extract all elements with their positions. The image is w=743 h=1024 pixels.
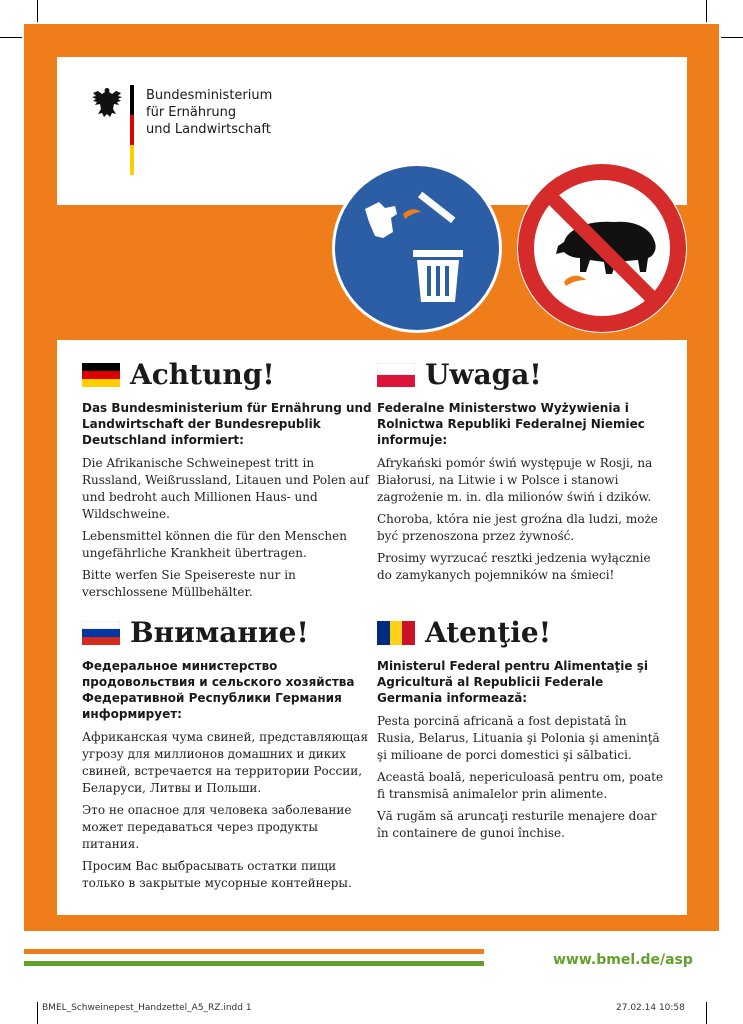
section-heading: Uwaga! <box>425 358 542 391</box>
footer-stripe-green <box>24 961 484 966</box>
romania-flag-icon <box>377 621 415 645</box>
section-paragraph: Bitte werfen Sie Speisereste nur in verschlossene Müllbehälter. <box>82 568 296 599</box>
section-lead: Federalne Ministerstwo Wyżywienia i Rolnictwa Republiki Federalnej Niemiec informuje: <box>377 401 645 447</box>
section-paragraph: Это не опасное для человека заболевание может передаваться через продукты питания. <box>82 803 352 851</box>
section-russian <box>82 616 372 897</box>
section-paragraph: Pesta porcină africană a fost depistată în Rusia, Belarus, Lituania şi Polonia şi ameninţă şi milioane de porci domestici şi sălbatici. <box>377 714 660 762</box>
section-paragraph: Die Afrikanische Schweinepest tritt in Russland, Weißrussland, Litauen und Polen auf und bedroht auch Millionen Haus- und Wildschweine. <box>82 456 369 521</box>
poland-flag-icon <box>377 363 415 387</box>
website-link[interactable]: www.bmel.de/asp <box>553 952 693 968</box>
section-heading: Achtung! <box>130 358 275 391</box>
no-feeding-wild-boar-sign <box>516 162 688 334</box>
russia-flag-icon <box>82 621 120 645</box>
footer-stripe-orange <box>24 949 484 954</box>
section-paragraph: Африканская чума свиней, представляющая угрозу для миллионов домашних и диких свиней, встречается на территории России, Беларуси, Литвы и Польши. <box>82 730 369 795</box>
print-slug-date: 27.02.14 10:58 <box>616 1003 685 1013</box>
germany-flag-icon <box>82 363 120 387</box>
section-heading: Atenţie! <box>425 616 552 649</box>
crop-mark <box>37 1002 38 1024</box>
section-heading: Внимание! <box>130 616 309 649</box>
section-paragraph: Просим Вас выбрасывать остатки пищи только в закрытые мусорные контейнеры. <box>82 859 352 890</box>
section-lead: Ministerul Federal pentru Alimentaţie şi Agricultură al Republicii Federale Germania informează: <box>377 659 648 705</box>
section-paragraph: Această boală, nepericuloasă pentru om, poate fi transmisă animalelor prin alimente. <box>377 770 664 801</box>
section-lead: Das Bundesministerium für Ernährung und Landwirtschaft der Bundesrepublik Deutschland informiert: <box>82 401 372 447</box>
crop-mark <box>706 0 707 22</box>
section-paragraph: Prosimy wyrzucać resztki jedzenia wyłącznie do zamykanych pojemników na śmieci! <box>377 551 651 582</box>
section-paragraph: Afrykański pomór świń występuje w Rosji, na Białorusi, na Litwie i w Polsce i stanowi zagrożenie m. in. dla milionów świń i dzików. <box>377 456 653 504</box>
section-paragraph: Vă rugăm să aruncaţi resturile menajere doar în containere de gunoi închise. <box>377 809 657 840</box>
crop-mark <box>0 37 22 38</box>
section-paragraph: Lebensmittel können die für den Menschen ungefährliche Krankheit übertragen. <box>82 529 347 560</box>
section-paragraph: Choroba, która nie jest groźna dla ludzi, może być przenoszona przez żywność. <box>377 512 658 543</box>
section-lead: Федеральное министерство продовольствия и сельского хозяйства Федеративной Республики Германия информирует: <box>82 659 355 721</box>
section-german <box>82 358 372 606</box>
print-slug-file: BMEL_Schweinepest_Handzettel_A5_RZ.indd 1 <box>42 1003 252 1013</box>
flag-stripe <box>130 85 134 175</box>
trash-disposal-sign <box>331 162 503 334</box>
crop-mark <box>706 1002 707 1024</box>
eagle-icon <box>90 85 124 121</box>
ministry-name: Bundesministerium für Ernährung und Landwirtschaft <box>146 88 273 137</box>
section-polish <box>377 358 667 589</box>
crop-mark <box>721 37 743 38</box>
section-romanian <box>377 616 667 847</box>
crop-mark <box>37 0 38 22</box>
